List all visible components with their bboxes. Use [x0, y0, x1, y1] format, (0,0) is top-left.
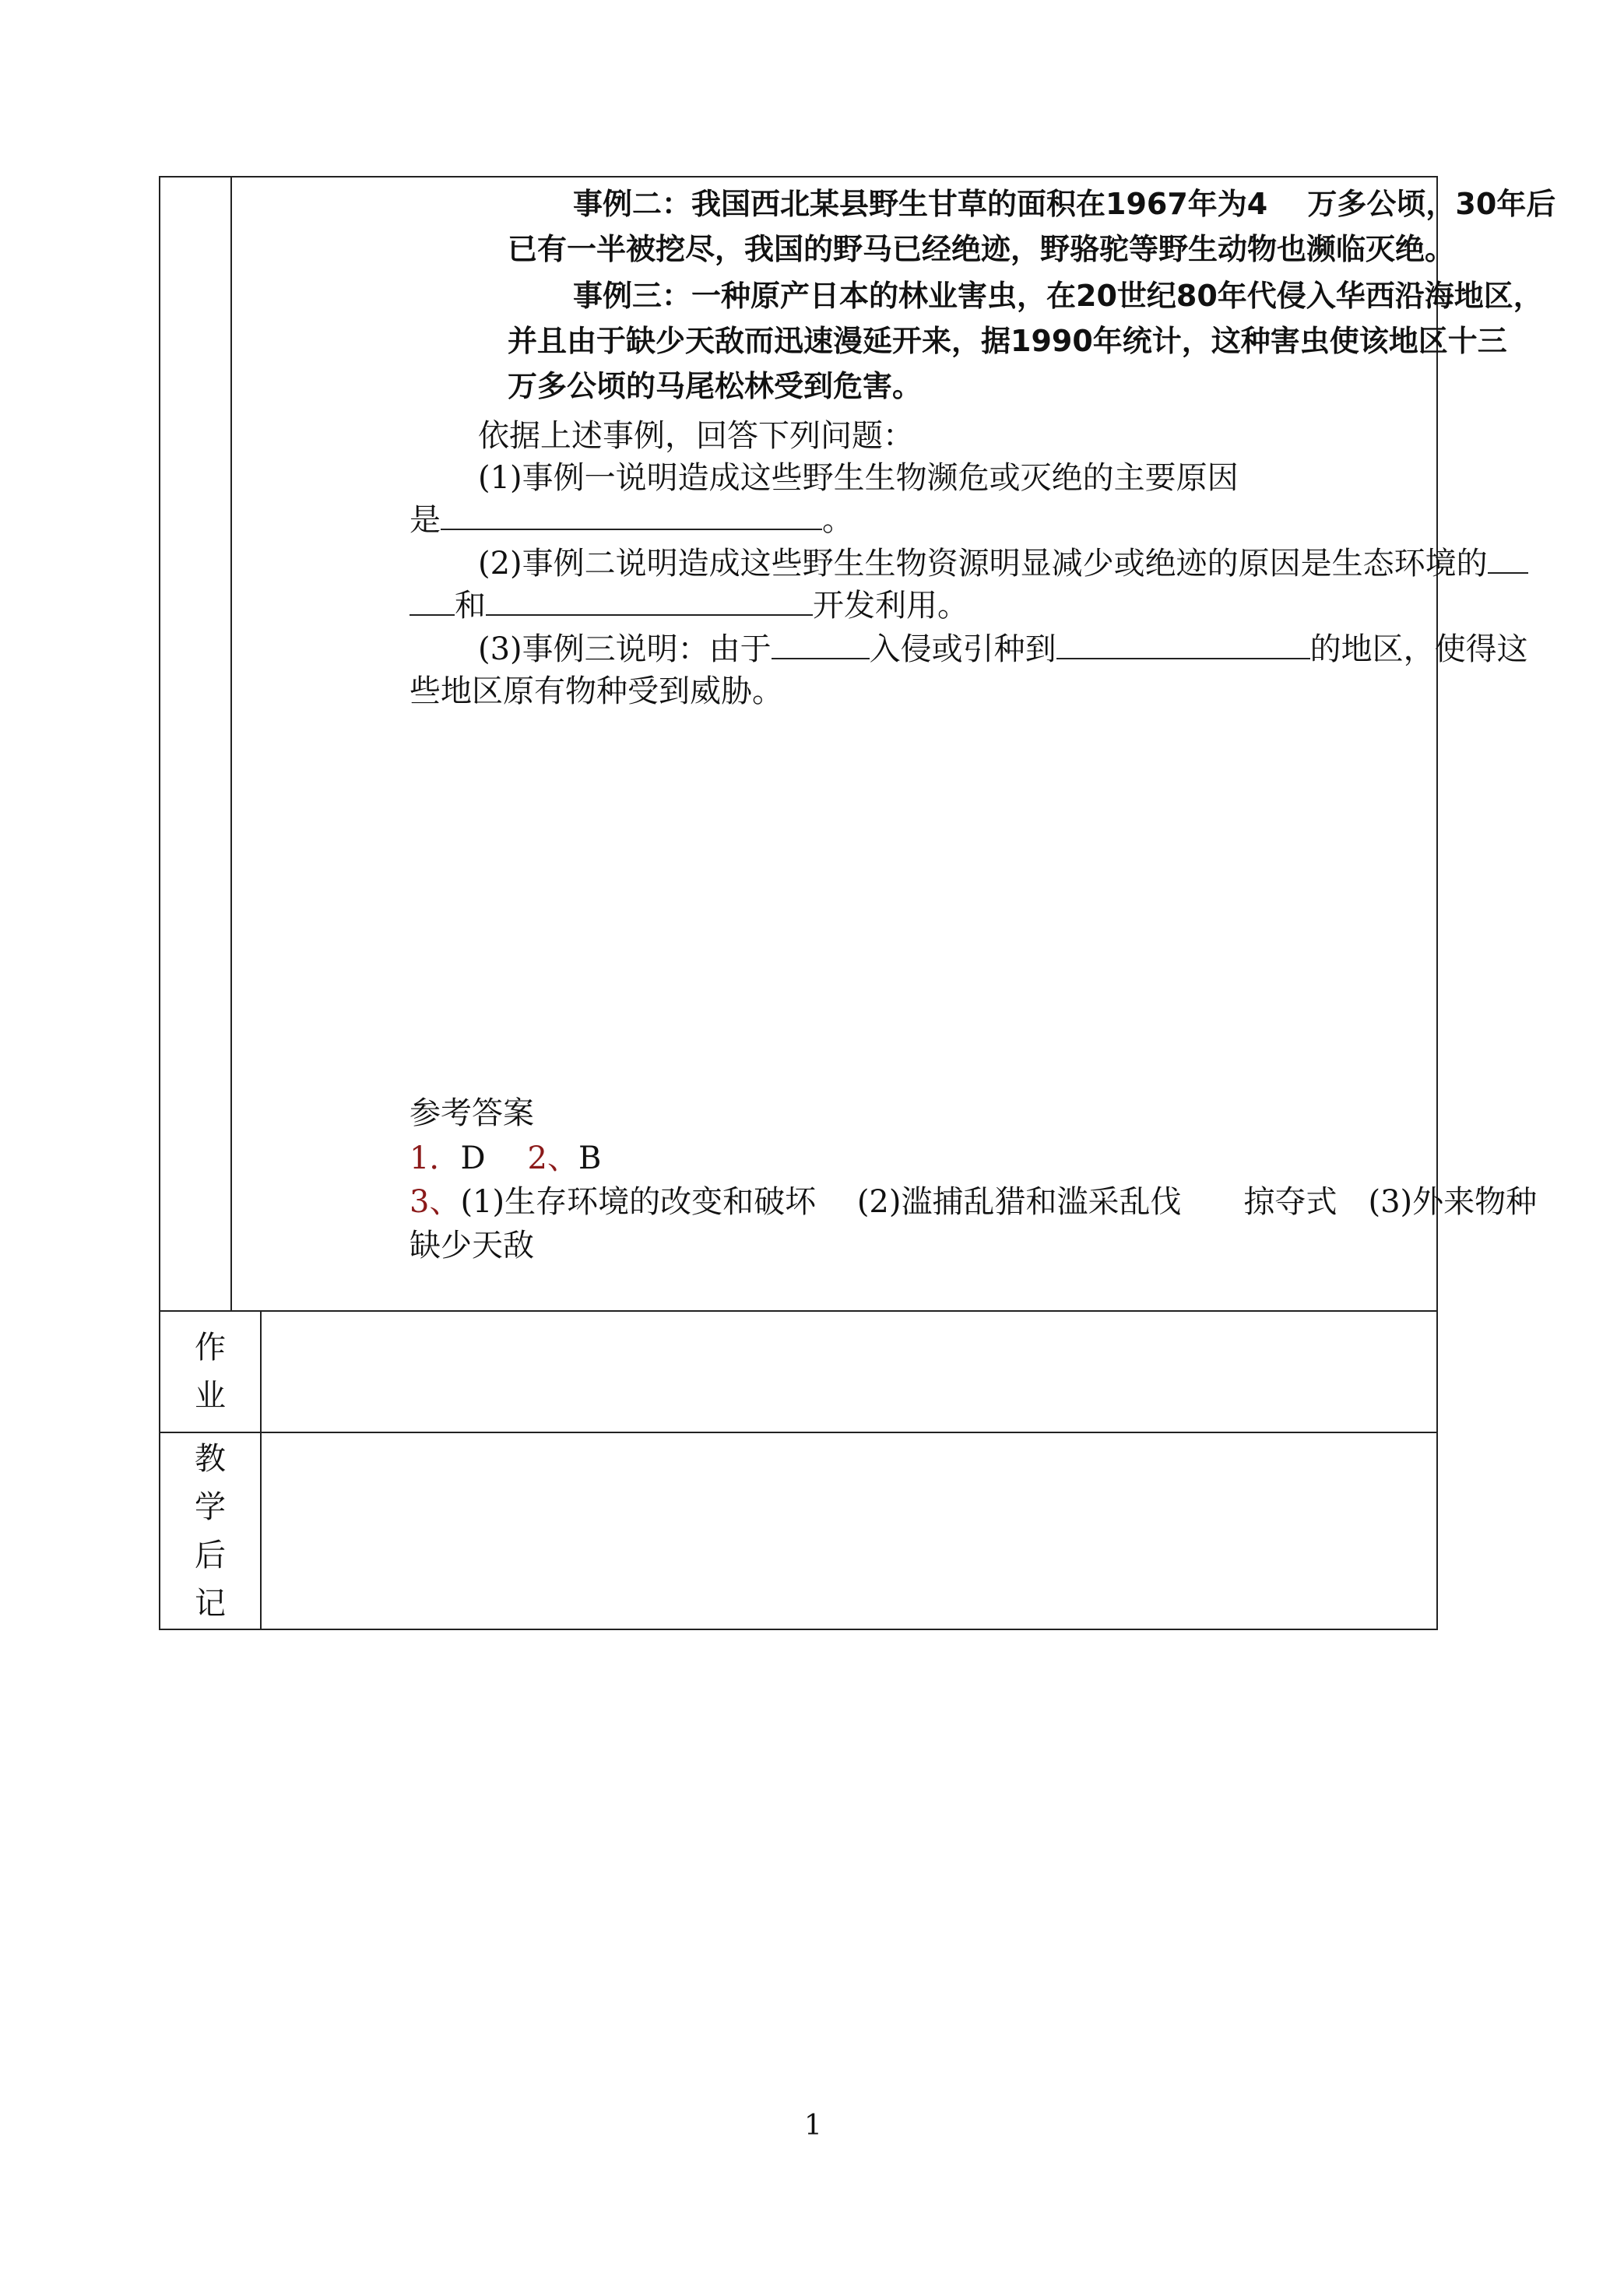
- answer3-number: 3、: [410, 1184, 461, 1220]
- q3-mid: 入侵或引种到: [869, 631, 1056, 667]
- notes-label-char-3: 后: [195, 1537, 226, 1573]
- q3-line1: [478, 629, 1528, 670]
- answer1-value: D: [460, 1140, 486, 1176]
- q2-line2: [410, 585, 968, 626]
- q2-answer-blank-2[interactable]: [486, 588, 813, 616]
- q2-suffix: 开发利用。: [813, 588, 968, 624]
- homework-label-cell: [160, 1312, 262, 1432]
- content-table-row: [159, 176, 1556, 1312]
- answer3-text: (1)生存环境的改变和破坏 (2)滥捕乱猎和滥采乱伐 掠夺式 (3)外来物种: [460, 1184, 1538, 1220]
- homework-label-char-2: 业: [195, 1378, 226, 1414]
- instruction: 依据上述事例，回答下列问题：: [478, 418, 914, 454]
- q2-text: (2)事例二说明造成这些野生生物资源明显减少或绝迹的原因是生态环境的: [478, 546, 1488, 582]
- q3-suffix: 的地区，使得这: [1309, 631, 1528, 667]
- notes-label-char-1: 教: [195, 1440, 226, 1477]
- homework-table-row: [159, 1310, 1438, 1433]
- q2-line1: [478, 543, 1528, 584]
- answers-line2: [410, 1182, 1537, 1222]
- notes-label-char-4: 记: [195, 1585, 226, 1622]
- q3-prefix: (3)事例三说明：由于: [478, 631, 772, 667]
- answer1-number: 1．: [410, 1140, 461, 1176]
- q1-suffix: 。: [822, 502, 853, 538]
- q2-answer-blank-1b[interactable]: [410, 588, 455, 616]
- exercise-content: [252, 177, 1556, 1310]
- case3-line1: 事例三：一种原产日本的林业害虫，在20世纪80年代侵入华西沿海地区，: [573, 279, 1543, 313]
- answer2-number: 2、: [527, 1140, 578, 1176]
- homework-label-char-1: 作: [195, 1330, 226, 1365]
- answers-line1: [410, 1138, 601, 1179]
- q2-answer-blank-1a[interactable]: [1488, 546, 1528, 574]
- q1-line2: [410, 500, 853, 540]
- q1-prefix: 是: [410, 502, 441, 538]
- q2-mid: 和: [455, 588, 486, 624]
- case3-line3: 万多公顷的马尾松林受到危害。: [508, 369, 923, 403]
- case2-line1: 事例二：我国西北某县野生甘草的面积在1967年为4 万多公顷，30年后: [573, 187, 1556, 221]
- left-margin-cell: [160, 177, 232, 1310]
- answers-heading: 参考答案: [410, 1095, 534, 1131]
- page-number: 1: [804, 2110, 822, 2142]
- q3-answer-blank-1[interactable]: [772, 631, 870, 659]
- notes-label-char-2: 学: [195, 1488, 226, 1525]
- q3-line2: 些地区原有物种受到威胁。: [410, 673, 783, 709]
- case3-line2: 并且由于缺少天敌而迅速漫延开来，据1990年统计，这种害虫使该地区十三: [508, 324, 1507, 358]
- case2-line2: 已有一半被挖尽，我国的野马已经绝迹，野骆驼等野生动物也濒临灭绝。: [508, 232, 1455, 266]
- answer2-value: B: [578, 1140, 602, 1176]
- teaching-notes-table-row: [159, 1432, 1438, 1630]
- q1-line1: (1)事例一说明造成这些野生生物濒危或灭绝的主要原因: [478, 460, 1239, 496]
- q3-answer-blank-2[interactable]: [1056, 631, 1310, 659]
- teaching-notes-label-cell: [160, 1433, 262, 1629]
- q1-answer-blank[interactable]: [441, 502, 822, 530]
- answers-line3: 缺少天敌: [410, 1228, 534, 1263]
